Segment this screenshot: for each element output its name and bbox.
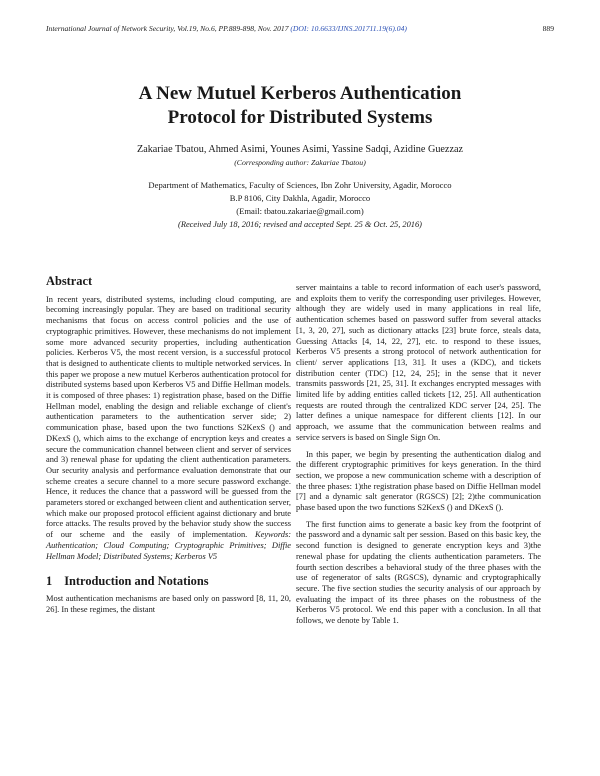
- corresponding-author: (Corresponding author: Zakariae Tbatou): [234, 158, 366, 167]
- title-line-2: Protocol for Distributed Systems: [167, 107, 433, 128]
- abstract-keywords: Keywords: Authentication; Cloud Computing; Cryptographic Primitives; Diffie Hellman Model; Distributed Systems; Kerberos V5: [46, 530, 292, 561]
- affiliation-email[interactable]: (Email: tbatou.zakariae@gmail.com): [236, 205, 364, 216]
- paper-title: [40, 82, 560, 130]
- right-column: [296, 283, 541, 627]
- abstract-text: In recent years, distributed systems, including cloud computing, are becoming increasingly popular. They are based on traditional security mechanisms that focus on access control policies and the use of cryptographic primitives. However, these mechanisms do not implement some more advanced security properties, including authentication policies. Kerberos V5, the most recent version, is a successful protocol that is designed to authenticate clients to multiple networked services. In this paper we propose a new mutuel Kerberos authentication protocol for distributed systems based upon Kerberos V5 and Diffie Hellman models. it is composed of three phases: 1) registration phase, based on the Diffie Hellman model, enabling the design and reliable exchange of client's authentication parameters to the authentication server side; 2) communication phase, based upon the two functions S2KexS () and DKexS (), which aims to the exchange of encryption keys and creates a secure the communication channel between client and server of services and 3) renewal phase for updating the client authentication parameters. Our security analysis and performance evaluation demonstrate that our scheme creates a secure channel to a more secure password exchange. Hence, it reduces the chance that a password will be guessed from the parameters stored or exchanged between client and authentication server, which make our proposed protocol efficient against dictionary and brute force attacks. The results proved by the behavior study show the success of our scheme and the easily of implementation.: [46, 294, 291, 540]
- section-title: Introduction and Notations: [64, 574, 209, 589]
- intro-heading: [46, 576, 291, 587]
- left-column: [46, 276, 291, 615]
- abstract-heading: Abstract: [46, 274, 93, 288]
- intro-paragraph-continued: server maintains a table to record information of each user's password, and exploits them to verify the corresponding user privileges. However, although they are widely used in many applications in real life, authentication schemes based on password suffer from several attacks [1, 3, 20, 27], such as dictionary attacks [23] brute force, steals data, Guessing Attacks [4, 14, 22, 27], etc. to respond to these issues, Kerberos V5 presents a strong protocol of network authentication for client/ server applications [13, 31]. It uses a (KDC), and tickets distribution center (TDC) [12, 24, 25]; in the sense that it never transmits passwords [21, 25, 31]. It exchanges encrypted messages with limited life by adding entities called tickets [12, 25]. All authentication requests are routed through the centralized KDC server [24, 25]. The latter defines a unique namespace for different clients [12]. In our approach, we assume that the communication between realms and service servers is based on Single Sign On.: [296, 283, 541, 442]
- intro-paragraph-start: Most authentication mechanisms are based only on password [8, 11, 20, 26]. In these regimes, the distant: [46, 593, 291, 614]
- author-list: Zakariae Tbatou, Ahmed Asimi, Younes Asimi, Yassine Sadqi, Azidine Guezzaz: [136, 144, 464, 155]
- received-dates: (Received July 18, 2016; revised and accepted Sept. 25 & Oct. 25, 2016): [178, 220, 422, 229]
- title-line-1: A New Mutuel Kerberos Authentication: [138, 83, 462, 104]
- section-number: 1: [46, 574, 53, 589]
- journal-citation: [46, 24, 407, 33]
- affiliation-department: Department of Mathematics, Faculty of Sciences, Ibn Zohr University, Agadir, Morocco: [148, 180, 452, 190]
- running-header: [46, 24, 554, 36]
- intro-paragraph-3: The first function aims to generate a basic key from the footprint of the password and a dynamic salt per session. Based on this basic key, the second function is designed to generate encryption keys and 3)the renewal phase for updating the clients authentication parameters. The fourth section describes a behavioral study of the three phases with the use of regenerator of salts (RGSCS), dynamic and cryptographically secure. The five section studies the security analysis of our approach by evaluating the impact of its three phases on the robustness of the Kerberos V5 protocol. We end this paper with a conclusion. In all that follows, we denote by Table 1.: [296, 519, 541, 626]
- affiliation: [40, 179, 560, 217]
- affiliation-address: B.P 8106, City Dakhla, Agadir, Morocco: [229, 192, 371, 203]
- abstract-body: [46, 295, 291, 563]
- doi-link[interactable]: (DOI: 10.6633/IJNS.201711.19(6).04): [290, 24, 407, 33]
- intro-paragraph-2: In this paper, we begin by presenting the authentication dialog and the different cryptographic primitives for keys generation. In the third section, we propose a new communication scheme with a description of the three phases: 1)the registration phase based on Diffie Hellman model [7] and a dynamic salt generator (RGSCS) [2]; 2)the communication phase based upon the two functions S2KexS () and DKexS ().: [296, 449, 541, 513]
- page-number: 889: [542, 24, 554, 33]
- journal-name: International Journal of Network Security, Vol.19, No.6, PP.889-898, Nov. 2017: [46, 24, 289, 33]
